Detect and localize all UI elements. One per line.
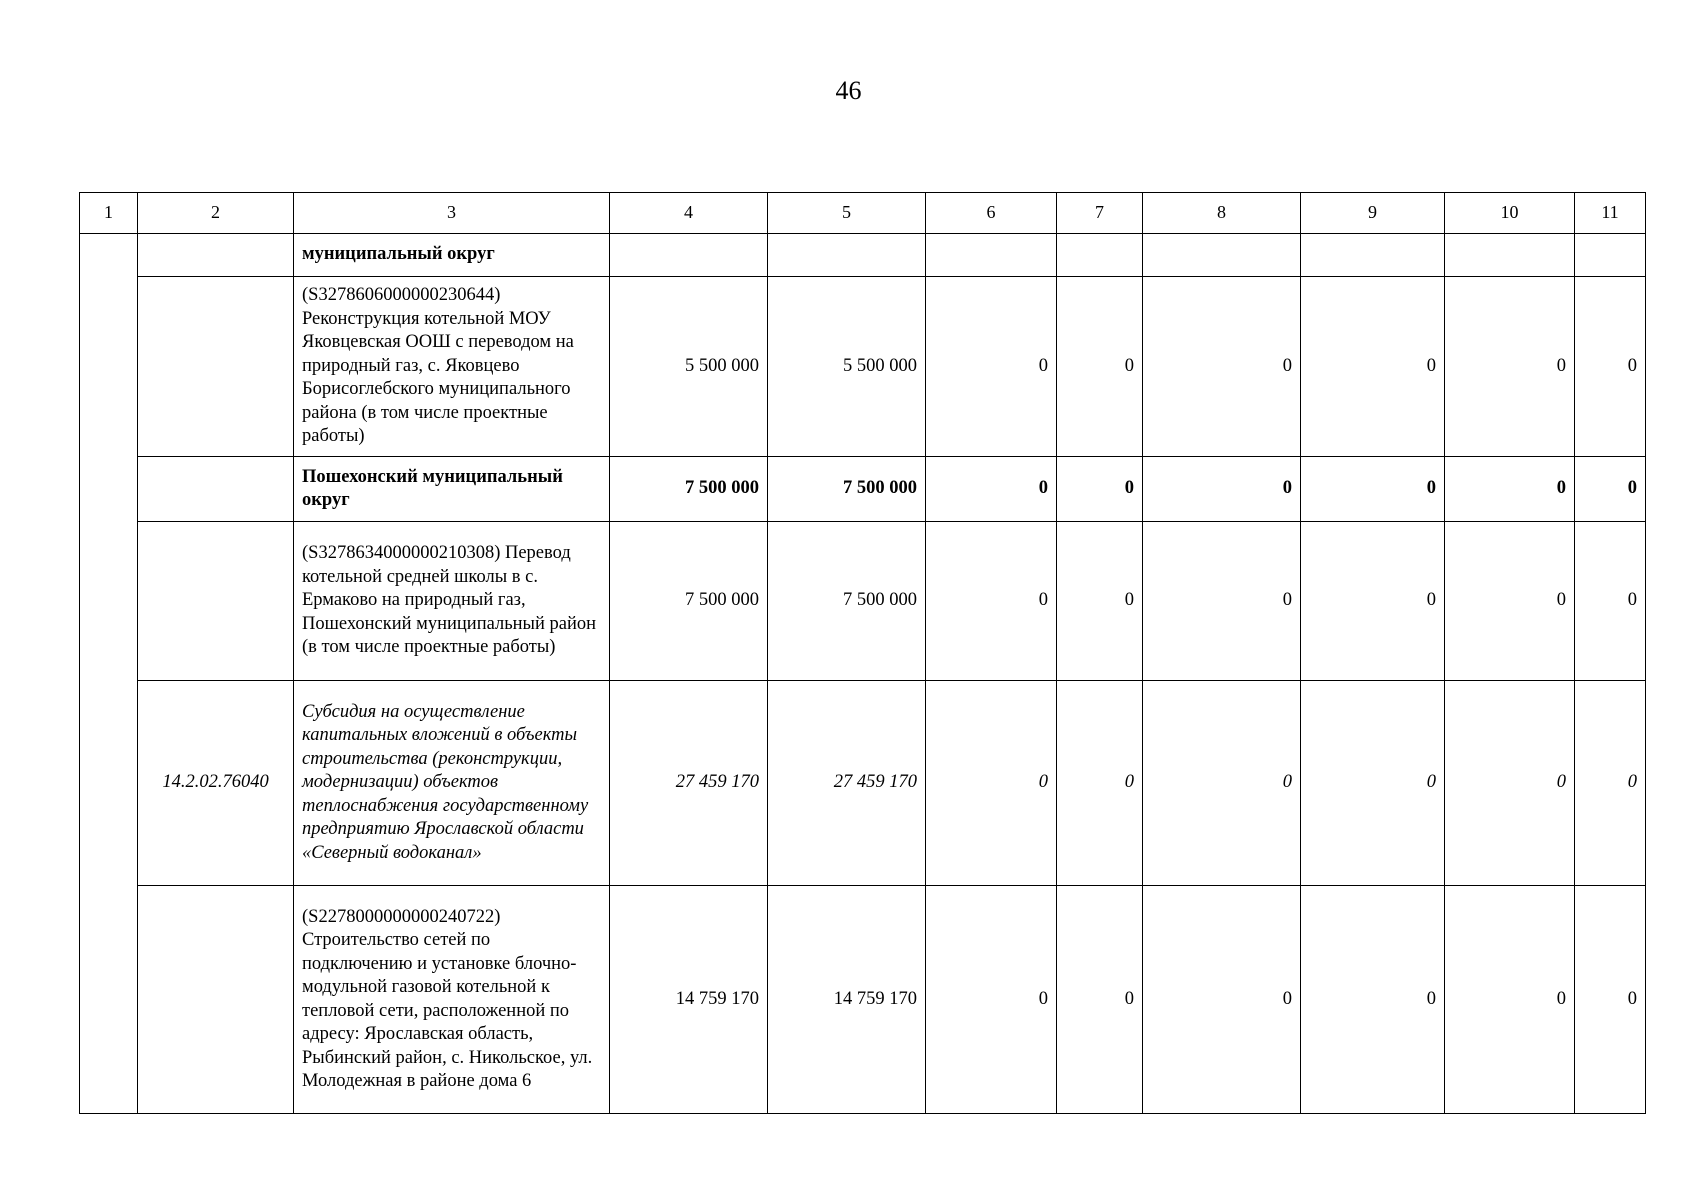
table-header-row (80, 193, 1646, 234)
table-row (80, 522, 1646, 681)
value-cell (768, 234, 926, 277)
column-header: 3 (294, 193, 610, 234)
value-cell: 0 (1057, 681, 1143, 886)
column-header: 1 (80, 193, 138, 234)
description-cell: Субсидия на осуществление капитальных вложений в объекты строительства (реконструкции, модернизации) объектов теплоснабжения государственному предприятию Ярославской области «Северный водоканал» (294, 681, 610, 886)
column-header: 5 (768, 193, 926, 234)
table-row (80, 681, 1646, 886)
value-cell: 0 (1057, 886, 1143, 1114)
value-cell: 0 (1445, 277, 1575, 457)
merged-column-1-cell (80, 234, 138, 1114)
column-header: 8 (1143, 193, 1301, 234)
value-cell: 0 (1143, 457, 1301, 522)
description-cell: (S3278634000000210308) Перевод котельной средней школы в с. Ермаково на природный газ, Пошехонский муниципальный район (в том числе проектные работы) (294, 522, 610, 681)
table-row (80, 457, 1646, 522)
code-cell (138, 886, 294, 1114)
value-cell: 5 500 000 (610, 277, 768, 457)
description-cell: муниципальный округ (294, 234, 610, 277)
value-cell: 7 500 000 (610, 522, 768, 681)
value-cell: 0 (1445, 681, 1575, 886)
value-cell: 7 500 000 (768, 522, 926, 681)
value-cell: 0 (1057, 277, 1143, 457)
description-cell: (S3278606000000230644) Реконструкция котельной МОУ Яковцевская ООШ с переводом на природный газ, с. Яковцево Борисоглебского муниципального района (в том числе проектные работы) (294, 277, 610, 457)
budget-table (79, 192, 1646, 1114)
value-cell: 0 (926, 886, 1057, 1114)
code-cell: 14.2.02.76040 (138, 681, 294, 886)
value-cell (926, 234, 1057, 277)
value-cell: 27 459 170 (768, 681, 926, 886)
code-cell (138, 277, 294, 457)
value-cell (1575, 234, 1646, 277)
code-cell (138, 234, 294, 277)
column-header: 10 (1445, 193, 1575, 234)
page-number: 46 (835, 76, 862, 105)
value-cell (1057, 234, 1143, 277)
value-cell: 7 500 000 (768, 457, 926, 522)
value-cell: 0 (926, 681, 1057, 886)
value-cell (1301, 234, 1445, 277)
column-header: 2 (138, 193, 294, 234)
value-cell: 14 759 170 (610, 886, 768, 1114)
value-cell: 0 (1445, 522, 1575, 681)
value-cell: 0 (1575, 457, 1646, 522)
value-cell: 0 (1445, 457, 1575, 522)
value-cell (1445, 234, 1575, 277)
value-cell: 0 (1301, 277, 1445, 457)
table-row (80, 234, 1646, 277)
value-cell: 0 (1143, 681, 1301, 886)
value-cell: 0 (1301, 886, 1445, 1114)
code-cell (138, 522, 294, 681)
value-cell: 14 759 170 (768, 886, 926, 1114)
value-cell: 0 (926, 277, 1057, 457)
description-cell: Пошехонский муниципальный округ (294, 457, 610, 522)
description-cell: (S2278000000000240722) Строительство сетей по подключению и установке блочно-модульной газовой котельной к тепловой сети, расположенной по адресу: Ярославская область, Рыбинский район, с. Никольское, ул. Молодежная в районе дома 6 (294, 886, 610, 1114)
value-cell: 0 (1143, 886, 1301, 1114)
value-cell: 0 (1301, 681, 1445, 886)
value-cell: 0 (1301, 457, 1445, 522)
value-cell: 0 (1445, 886, 1575, 1114)
value-cell: 7 500 000 (610, 457, 768, 522)
value-cell: 0 (1575, 886, 1646, 1114)
column-header: 7 (1057, 193, 1143, 234)
value-cell: 0 (1057, 522, 1143, 681)
value-cell: 0 (1575, 522, 1646, 681)
code-cell (138, 457, 294, 522)
value-cell: 0 (1301, 522, 1445, 681)
column-header: 11 (1575, 193, 1646, 234)
value-cell: 0 (1575, 681, 1646, 886)
value-cell: 5 500 000 (768, 277, 926, 457)
column-header: 4 (610, 193, 768, 234)
value-cell (1143, 234, 1301, 277)
column-header: 9 (1301, 193, 1445, 234)
value-cell: 0 (1143, 522, 1301, 681)
value-cell: 0 (926, 522, 1057, 681)
value-cell: 0 (1057, 457, 1143, 522)
value-cell (610, 234, 768, 277)
value-cell: 0 (1575, 277, 1646, 457)
value-cell: 0 (1143, 277, 1301, 457)
column-header: 6 (926, 193, 1057, 234)
table-row (80, 277, 1646, 457)
table-row (80, 886, 1646, 1114)
value-cell: 0 (926, 457, 1057, 522)
value-cell: 27 459 170 (610, 681, 768, 886)
